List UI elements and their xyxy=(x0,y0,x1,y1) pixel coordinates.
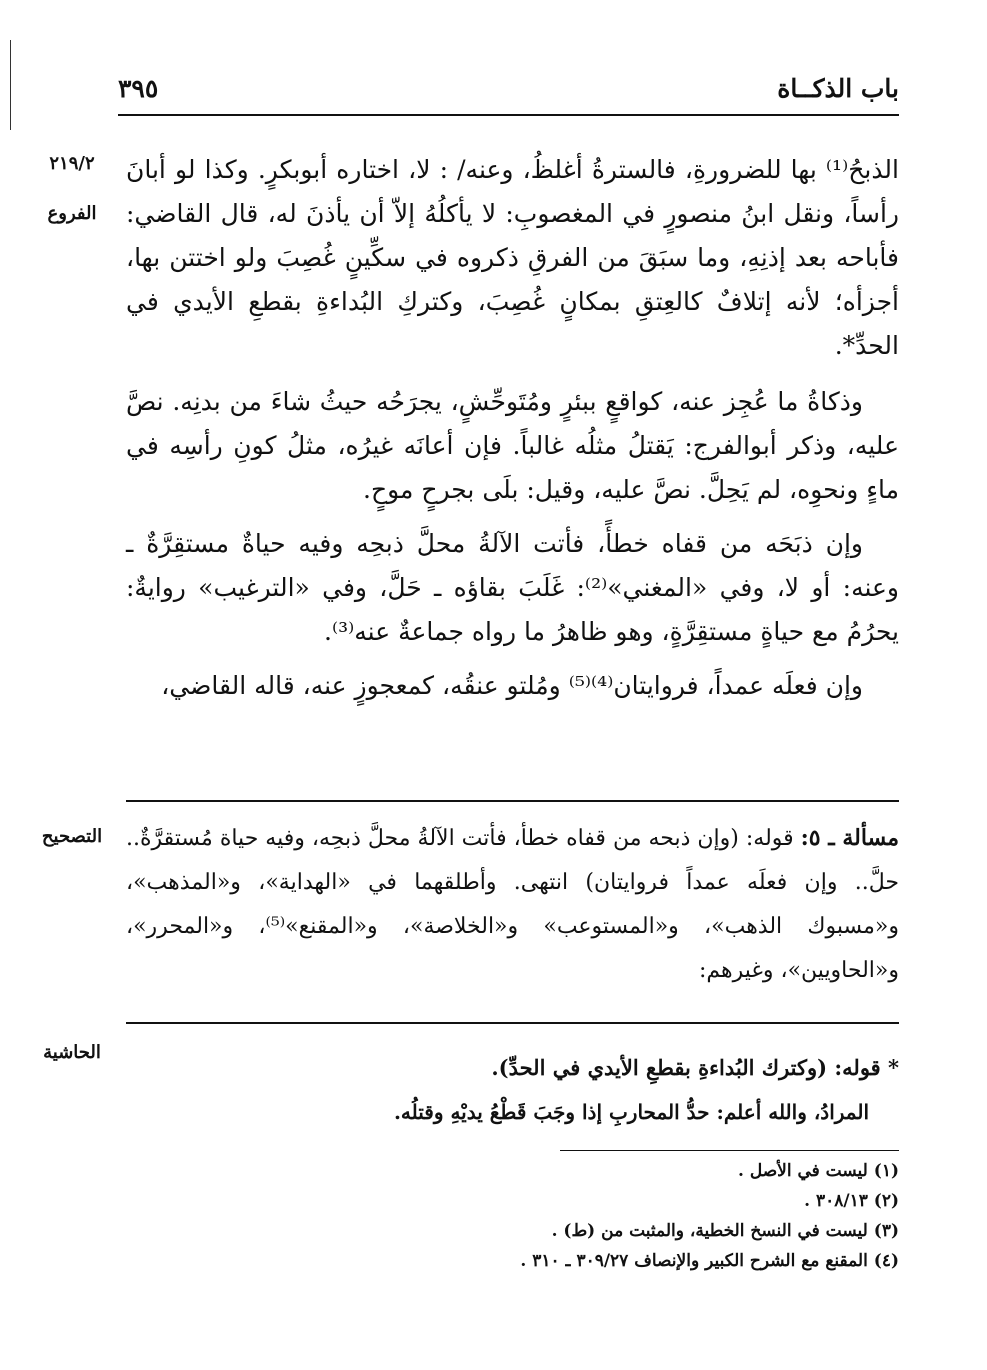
footnote-rule xyxy=(560,1150,899,1151)
margin-volume-ref: ٢١٩/٢ xyxy=(49,153,95,174)
hashiya-quote: * قوله: (وكترك البُداءةِ بقطعِ الأيدي في الحدِّ). xyxy=(491,1055,899,1080)
main-paragraph-1: الذبحُ⁽¹⁾ بها للضرورةِ، فالسترةُ أغلظُ، وعنه/ : لا، اختاره أبوبكرٍ. وكذا لو أبانَ رأساً، ونقل ابنُ منصورٍ في المغصوبِ: لا يأكلُهُ إلاّ أن يأذنَ له، قال القاضي: فأباحه بعد إذنِهِ، وما سبَقَ من الفرقِ ذكروه في سكِّينٍ غُصِبَ ولو اختتن بها، أجزأه؛ لأنه إتلافٌ كالعِتقِ بمكانٍ غُصِبَ، وكتركِ البُداءةِ بقطعِ الأيدي في الحدِّ*. xyxy=(126,155,899,360)
section-divider-1 xyxy=(126,800,899,802)
page-number: ٣٩٥ xyxy=(118,74,159,103)
tashih-section xyxy=(126,816,899,993)
main-paragraph-2: وذكاةُ ما عُجِز عنه، كواقعٍ ببئرٍ ومُتَوحِّشٍ، يجرَحُه حيثُ شاءَ من بدنِه. نصَّ عليه، وذكر أبوالفرج: يَقتلُ مثلُه غالباً. فإن أعانَه غيرُه، مثلُ كونِ رأسِه في ماءٍ ونحوِه، لم يَحِلَّ. نصَّ عليه، وقيل: بلَى بجرحٍ موحٍ. xyxy=(126,387,899,504)
main-paragraph-4: وإن فعلَه عمداً، فروايتان⁽⁴⁾⁽⁵⁾ ومُلتو عنقُه، كمعجوزٍ عنه، قاله القاضي، xyxy=(161,671,863,700)
footnote-3: (٣) ليست في النسخ الخطية، والمثبت من (ط) . xyxy=(551,1221,899,1241)
footnote-4: (٤) المقنع مع الشرح الكبير والإنصاف ٣٠٩/٢٧ ـ ٣١٠ . xyxy=(520,1251,899,1271)
section-divider-2 xyxy=(126,1022,899,1024)
tashih-text: قوله: (وإن ذبحه من قفاه خطأ، فأتت الآلةُ محلَّ ذبحِه، وفيه حياة مُستقرَّةٌ.. حلَّ.. وإن فعلَه عمداً فروايتان) انتهى. وأطلقهما في «الهداية»، و«المذهب»، و«مسبوك الذهب»، و«المستوعب» و«الخلاصة»، و«المقنع»⁽⁵⁾، و«المحرر»، و«الحاويين»، وغيرهم: xyxy=(126,826,900,983)
margin-label-tashih: التصحيح xyxy=(41,826,103,847)
header-rule xyxy=(118,114,899,116)
hashiya-section xyxy=(126,1046,899,1134)
tashih-paragraph xyxy=(126,816,899,993)
hashiya-explanation: المرادُ، والله أعلم: حدُّ المحاربِ إذا وجَبَ قَطْعُ يديْهِ وقتلُه. xyxy=(393,1100,869,1124)
footnote-2: (٢) ٣٠٨/١٣ . xyxy=(804,1191,899,1211)
scan-edge-mark xyxy=(10,40,11,130)
footnote-1: (١) ليست في الأصل . xyxy=(737,1161,899,1181)
footnotes xyxy=(126,1156,899,1276)
chapter-title: باب الذكــاة xyxy=(777,74,899,103)
tashih-lead: مسألة ـ ٥: xyxy=(800,825,899,851)
margin-label-furu: الفروع xyxy=(47,203,97,224)
main-text xyxy=(126,148,899,718)
main-paragraph-3: وإن ذبَحَه من قفاه خطأً، فأتت الآلةُ محلَّ ذبحِه وفيه حياةٌ مستقِرَّةٌ ـ وعنه: أو لا، وفي «المغني»⁽²⁾: غَلَبَ بقاؤه ـ حَلَّ، وفي «الترغيب» روايةٌ: يحرُمُ مع حياةٍ مستقِرَّةٍ، وهو ظاهرُ ما رواه جماعةٌ عنه⁽³⁾. xyxy=(126,529,900,646)
margin-label-hashiya: الحاشية xyxy=(43,1042,101,1063)
